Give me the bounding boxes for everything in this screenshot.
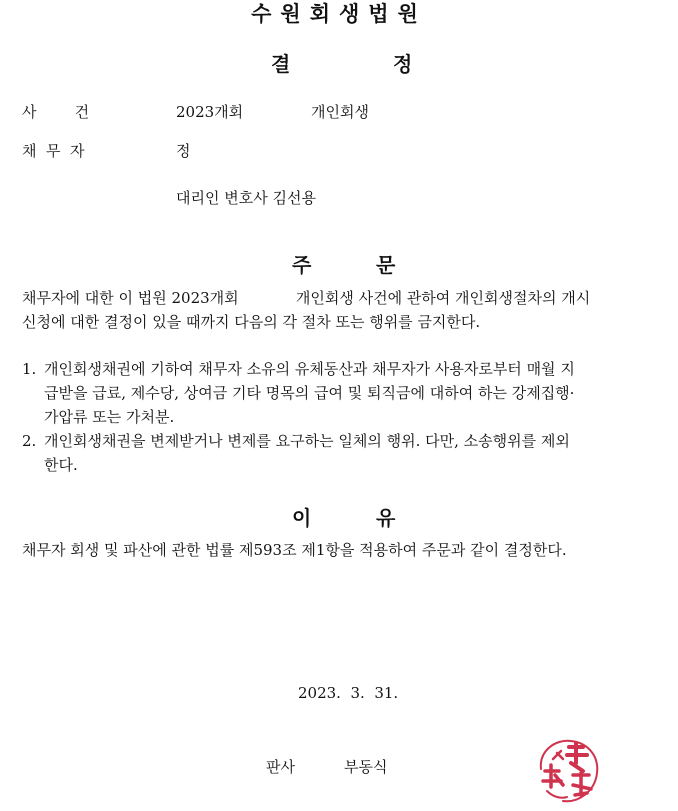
- case-type: 개인회생: [311, 103, 369, 121]
- order-item-2-line1: 개인회생채권을 변제받거나 변제를 요구하는 일체의 행위. 다만, 소송행위를 제외: [44, 432, 570, 450]
- order-item-2-line2: 한다.: [44, 456, 78, 474]
- order-item-2-number: 2.: [22, 432, 37, 450]
- reason-heading-right: 유: [376, 506, 396, 530]
- order-item-1-line2: 급받을 급료, 제수당, 상여금 기타 명목의 급여 및 퇴직금에 대하여 하는 강제집행·: [44, 384, 575, 402]
- reason-text: 채무자 회생 및 파산에 관한 법률 제593조 제1항을 적용하여 주문과 같이 결정한다.: [22, 541, 567, 559]
- order-intro-line2: 신청에 대한 결정이 있을 때까지 다음의 각 절차 또는 행위를 금지한다.: [22, 313, 481, 331]
- order-item-1-line1: 개인회생채권에 기하여 채무자 소유의 유체동산과 채무자가 사용자로부터 매월 지: [44, 360, 575, 378]
- case-label: 사 건: [22, 103, 90, 121]
- judge-name: 부동식: [344, 758, 388, 776]
- decision-date: 2023. 3. 31.: [298, 684, 399, 702]
- debtor-name: 정: [176, 142, 191, 160]
- debtor-agent: 대리인 변호사 김선용: [176, 189, 316, 207]
- order-item-1-number: 1.: [22, 360, 37, 378]
- order-heading-left: 주: [292, 253, 312, 277]
- order-item-1-line3: 가압류 또는 가처분.: [44, 408, 175, 426]
- order-intro-line1: 채무자에 대한 이 법원 2023개회 개인회생 사건에 관하여 개인회생절차의 개시: [22, 289, 591, 307]
- doc-title-left: 결: [271, 52, 291, 76]
- case-number: 2023개회: [176, 103, 244, 121]
- order-heading-right: 문: [376, 253, 396, 277]
- debtor-label: 채 무 자: [22, 142, 85, 160]
- reason-heading-left: 이: [292, 506, 312, 530]
- judge-title: 판사: [266, 758, 295, 776]
- doc-title-right: 정: [393, 52, 413, 76]
- seal-icon: [531, 733, 605, 807]
- judge-seal-stamp: [531, 733, 605, 807]
- court-name: 수원회생법원: [251, 2, 427, 26]
